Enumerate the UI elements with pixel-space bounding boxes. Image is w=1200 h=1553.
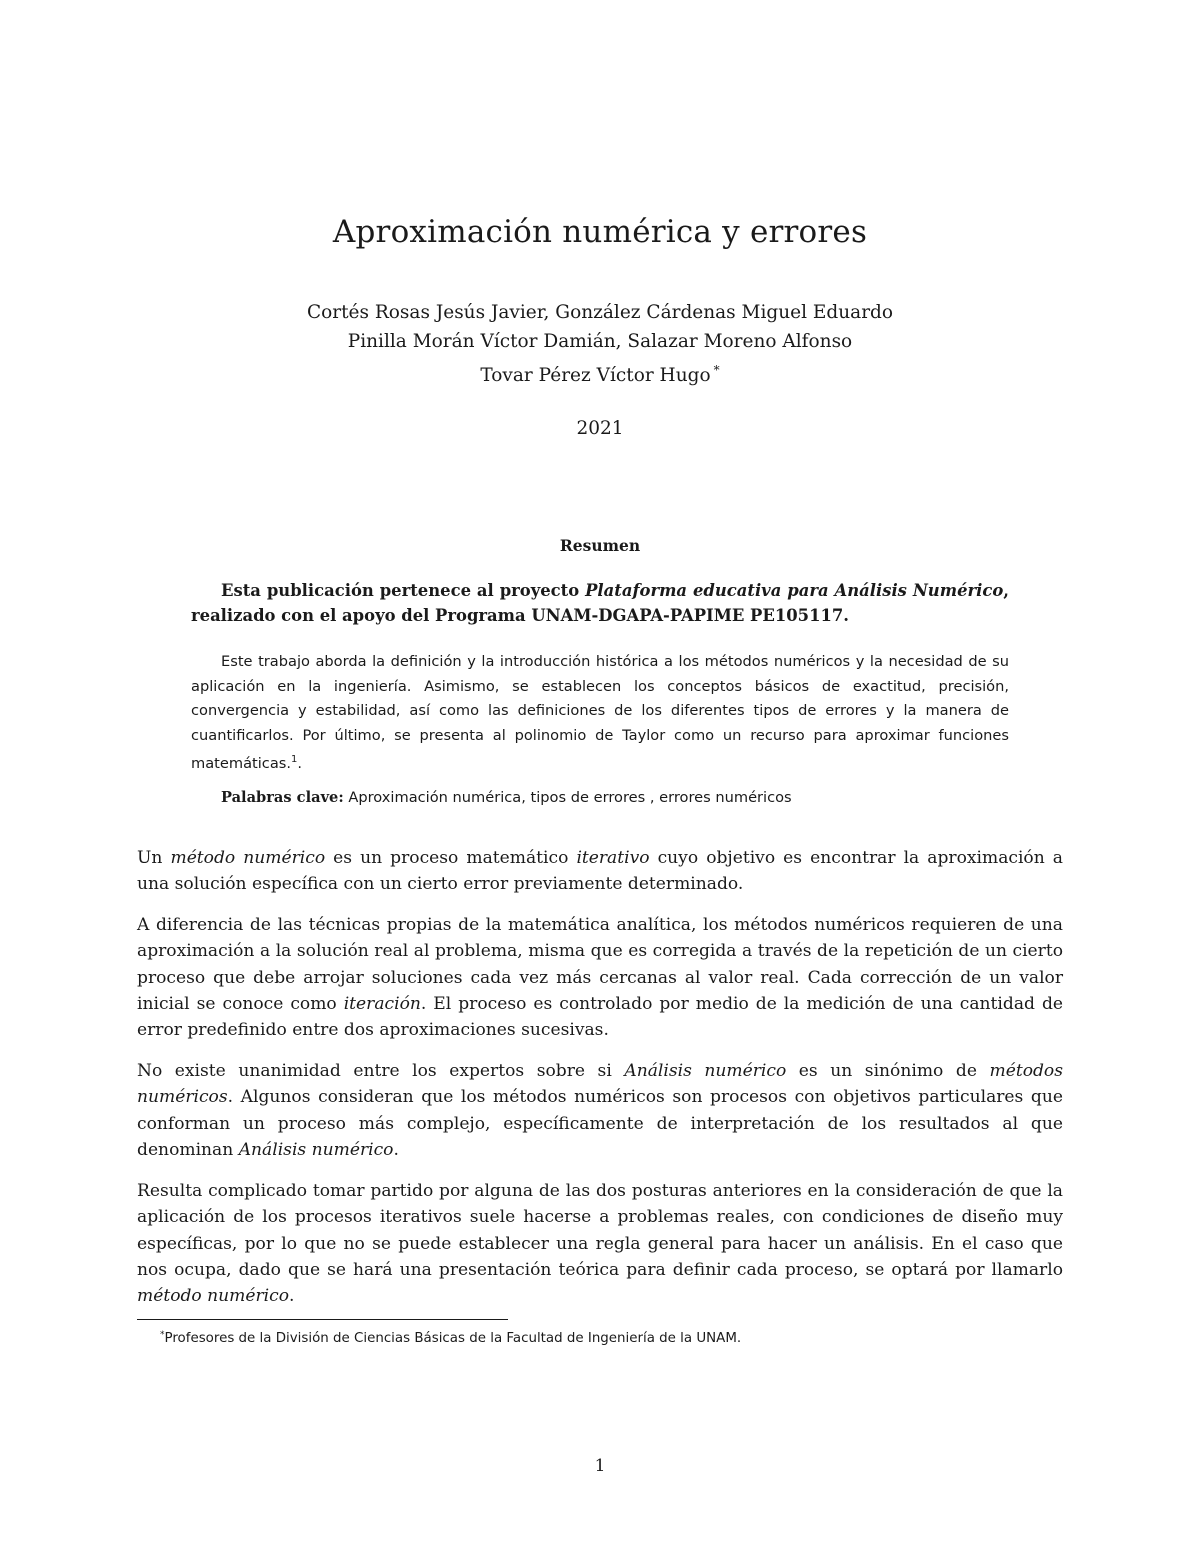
- abstract-footnote-mark: 1: [291, 754, 298, 765]
- text-run: Resulta complicado tomar partido por alguna de las dos posturas anteriores en la consideración de que la aplicación de los procesos iterativos suele hacerse a problemas reales, con condiciones de diseño muy específicas, por lo que no se puede establecer una regla general para hacer un análisis. En el caso que nos ocupa, dado que se hará una presentación teórica para definir cada proceso, se optará por llamarlo: [137, 1181, 1063, 1280]
- abstract-project-note: [191, 578, 1009, 628]
- author-line-2: Pinilla Morán Víctor Damián, Salazar Moreno Alfonso: [347, 331, 853, 352]
- publication-year: 2021: [576, 418, 624, 439]
- project-support: , realizado con el apoyo del Programa UNAM-DGAPA-PAPIME PE105117.: [191, 581, 1009, 625]
- abstract-text-body: Este trabajo aborda la definición y la introducción histórica a los métodos numéricos y la necesidad de su aplicación en la ingeniería. Asimismo, se establecen los conceptos básicos de exactitud, precisión, convergencia y estabilidad, así como las definiciones de los diferentes tipos de errores y la manera de cuantificarlos. Por último, se presenta al polinomio de Taylor como un recurso para aproximar funciones matemáticas.: [191, 653, 1009, 772]
- text-run: No existe unanimidad entre los expertos sobre si: [137, 1061, 625, 1081]
- emphasis: métodos numéricos: [137, 1061, 1063, 1108]
- emphasis: iterativo: [576, 848, 650, 868]
- project-lead: Esta publicación pertenece al proyecto: [221, 581, 586, 600]
- body-paragraph-1: [137, 845, 1063, 898]
- text-run: . El proceso es controlado por medio de la medición de una cantidad de error predefinido entre dos aproximaciones sucesivas.: [137, 993, 1063, 1041]
- abstract-text: [191, 650, 1009, 777]
- emphasis: método numérico: [170, 848, 326, 868]
- abstract-text-end: .: [297, 755, 303, 772]
- author-line-1: Cortés Rosas Jesús Javier, González Cárdenas Miguel Eduardo: [306, 302, 894, 323]
- text-run: Un: [137, 848, 171, 868]
- text-run: es un sinónimo de: [786, 1061, 990, 1081]
- author-footnote-mark: *: [713, 363, 720, 377]
- page-number: 1: [594, 1456, 606, 1476]
- document-title: Aproximación numérica y errores: [332, 214, 868, 250]
- text-run: A diferencia de las técnicas propias de la matemática analítica, los métodos numéricos requieren de una aproximación a la solución real al problema, misma que es corregida a través de la repetición de un cierto proceso que debe arrojar soluciones cada vez más cercanas al valor real. Cada corrección de un valor inicial se conoce como: [137, 915, 1063, 1014]
- emphasis: Análisis numérico: [624, 1061, 787, 1081]
- text-run: es un proceso matemático: [325, 848, 577, 868]
- text-run: . Algunos consideran que los métodos numéricos son procesos con objetivos particulares que conforman un proceso más complejo, específicamente de interpretación de los resultados al que denominan: [137, 1087, 1063, 1160]
- author-line-3-text: Tovar Pérez Víctor Hugo: [480, 365, 711, 386]
- author-line-3: [0, 356, 1200, 390]
- keywords: [191, 789, 1009, 806]
- footnote-text: Profesores de la División de Ciencias Básicas de la Facultad de Ingeniería de la UNAM.: [164, 1331, 742, 1346]
- text-run: .: [393, 1139, 399, 1160]
- emphasis: método numérico: [137, 1286, 289, 1307]
- footnote-rule: [137, 1319, 508, 1320]
- keywords-label: Palabras clave:: [221, 789, 344, 806]
- keywords-list: Aproximación numérica, tipos de errores , errores numéricos: [348, 789, 792, 806]
- author-list: [0, 298, 1200, 390]
- text-run: .: [289, 1286, 295, 1307]
- footnote: [160, 1330, 1060, 1346]
- abstract-heading: Resumen: [559, 536, 641, 555]
- emphasis: iteración: [343, 993, 421, 1014]
- body-paragraph-4: [137, 1178, 1063, 1309]
- project-name: Plataforma educativa para Análisis Numérico: [585, 581, 1004, 600]
- emphasis: Análisis numérico: [238, 1139, 394, 1160]
- footnote-mark: *: [160, 1330, 165, 1340]
- body-paragraph-2: [137, 912, 1063, 1043]
- body-paragraph-3: [137, 1058, 1063, 1163]
- text-run: cuyo objetivo es encontrar la aproximación a una solución específica con un cierto error previamente determinado.: [137, 848, 1063, 895]
